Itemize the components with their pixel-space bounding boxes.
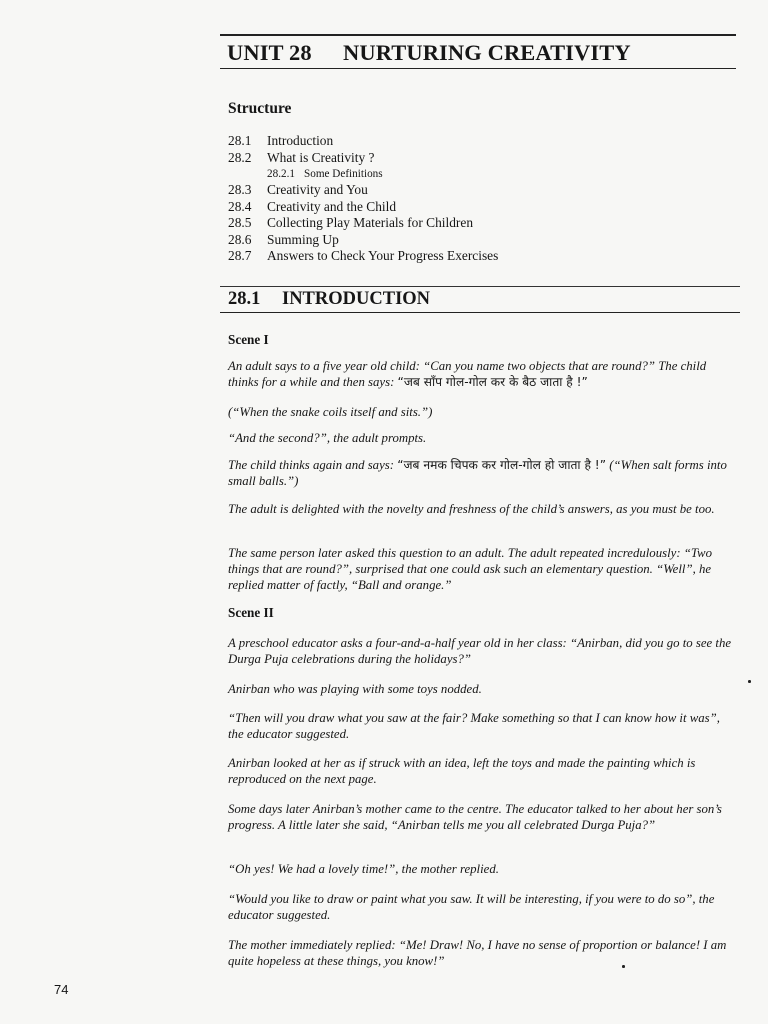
paragraph-text: The child thinks again and says: [228,458,398,472]
unit-title-top-rule [220,34,736,36]
section-title: INTRODUCTION [282,289,431,309]
toc-item-number: 28.2 [228,149,252,165]
toc-item [228,199,728,215]
section-bottom-rule [220,312,740,313]
toc-item-label: Introduction [267,133,334,149]
paragraph: “Then will you draw what you saw at the fair? Make something so that I can know how it was”, the educator suggested. [228,711,720,741]
toc-item-label: Summing Up [267,231,339,247]
toc-item [228,182,728,198]
paragraph: The mother immediately replied: “Me! Draw! No, I have no sense of proportion or balance! I am quite hopeless at these things, you know!” [228,938,727,968]
paragraph: The adult is delighted with the novelty and freshness of the child’s answers, as you must be too. [228,502,715,516]
paragraph: The same person later asked this question to an adult. The adult repeated incredulously: “Two things that are round?”, surprised that one could ask such an elementary question. “Well”, he replied matter of factly, “Ball and orange.” [228,546,712,592]
toc-subitem [228,166,728,182]
toc-item [228,215,728,231]
paragraph: Some days later Anirban’s mother came to the centre. The educator talked to her about her son’s progress. A little later she said, “Anirban tells me you all celebrated Durga Puja?” [228,802,722,832]
toc-item-number: 28.6 [228,231,252,247]
toc-item-number: 28.2.1 [267,167,295,180]
section-top-rule [220,286,740,287]
toc-item-number: 28.4 [228,198,252,214]
paragraph: “And the second?”, the adult prompts. [228,431,427,445]
paragraph: “Would you like to draw or paint what you saw. It will be interesting, if you were to do so”, the educator suggested. [228,892,715,922]
section-number: 28.1 [228,289,261,309]
page-number: 74 [54,982,69,997]
toc-item [228,248,728,264]
paragraph: (“When the snake coils itself and sits.”) [228,405,433,419]
paragraph: “Oh yes! We had a lovely time!”, the mother replied. [228,862,499,876]
hindi-quote: “जब नमक चिपक कर गोल-गोल हो जाता है !” [397,458,607,472]
table-of-contents [228,133,728,264]
unit-name: NURTURING CREATIVITY [343,40,631,65]
scene-heading: Scene I [228,332,269,347]
paragraph-text: An adult says to a five year old child: “Can you name two objects that are round?” The child thinks for a while and then says: [228,359,707,389]
toc-item-number: 28.3 [228,182,252,198]
scene-heading: Scene II [228,605,274,620]
unit-title [227,40,631,66]
toc-item-label: Creativity and the Child [267,198,397,214]
toc-item-label: What is Creativity ? [267,149,375,165]
toc-item-label: Some Definitions [304,167,383,180]
paragraph: Anirban looked at her as if struck with an idea, left the toys and made the painting which is reproduced on the next page. [228,756,696,786]
toc-item-number: 28.5 [228,215,252,231]
toc-item [228,133,728,149]
paragraph [228,359,736,391]
toc-item-label: Collecting Play Materials for Children [267,215,474,231]
scan-speck [622,965,625,968]
hindi-quote: “जब साँप गोल-गोल कर के बैठ जाता है !” [397,374,588,389]
structure-heading: Structure [228,100,292,117]
toc-item-number: 28.1 [228,133,252,149]
toc-item-label: Creativity and You [267,182,368,198]
toc-item [228,149,728,165]
unit-number: UNIT 28 [227,40,312,65]
paragraph-text: (“When salt forms into small balls.”) [228,458,727,488]
toc-item [228,231,728,247]
paragraph [228,458,736,490]
paragraph: Anirban who was playing with some toys nodded. [228,682,482,696]
section-heading [228,289,430,310]
unit-title-bottom-rule [220,68,736,69]
scan-speck [748,680,751,683]
toc-item-label: Answers to Check Your Progress Exercises [267,247,499,263]
paragraph: A preschool educator asks a four-and-a-half year old in her class: “Anirban, did you go to see the Durga Puja celebrations during the holidays?” [228,636,732,666]
toc-item-number: 28.7 [228,247,252,263]
